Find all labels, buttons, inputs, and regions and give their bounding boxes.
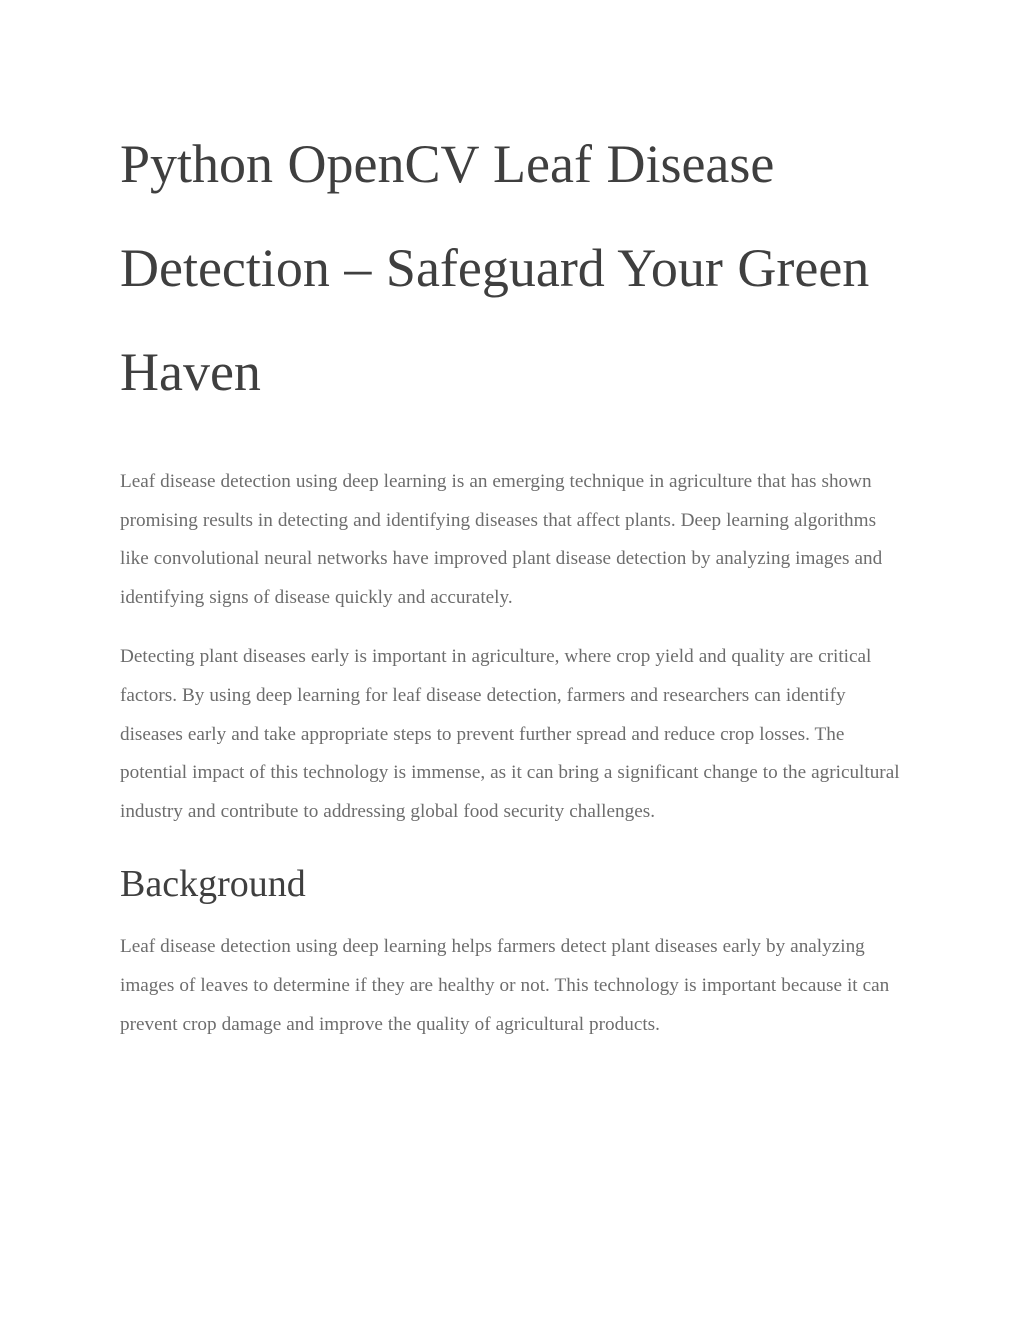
page-title-text: Python OpenCV Leaf Disease Detection – Safeguard Your Green Haven: [120, 134, 870, 402]
page-title: [120, 112, 906, 424]
section-heading-background: Background: [120, 863, 306, 906]
article-content: [120, 112, 906, 1044]
intro-paragraph-1: Leaf disease detection using deep learning is an emerging technique in agriculture that has shown promising results in detecting and identifying diseases that affect plants. Deep learning algorithms like convolutional neural networks have improved plant disease detection by analyzing images and identifying signs of disease quickly and accurately.: [120, 471, 883, 608]
intro-paragraph-2: Detecting plant diseases early is important in agriculture, where crop yield and quality are critical factors. By using deep learning for leaf disease detection, farmers and researchers can identify diseases early and take appropriate steps to prevent further spread and reduce crop losses. The potential impact of this technology is immense, as it can bring a significant change to the agricultural industry and contribute to addressing global food security challenges.: [120, 646, 900, 822]
background-paragraph: Leaf disease detection using deep learning helps farmers detect plant diseases early by analyzing images of leaves to determine if they are healthy or not. This technology is important because it can prevent crop damage and improve the quality of agricultural products.: [120, 936, 890, 1035]
